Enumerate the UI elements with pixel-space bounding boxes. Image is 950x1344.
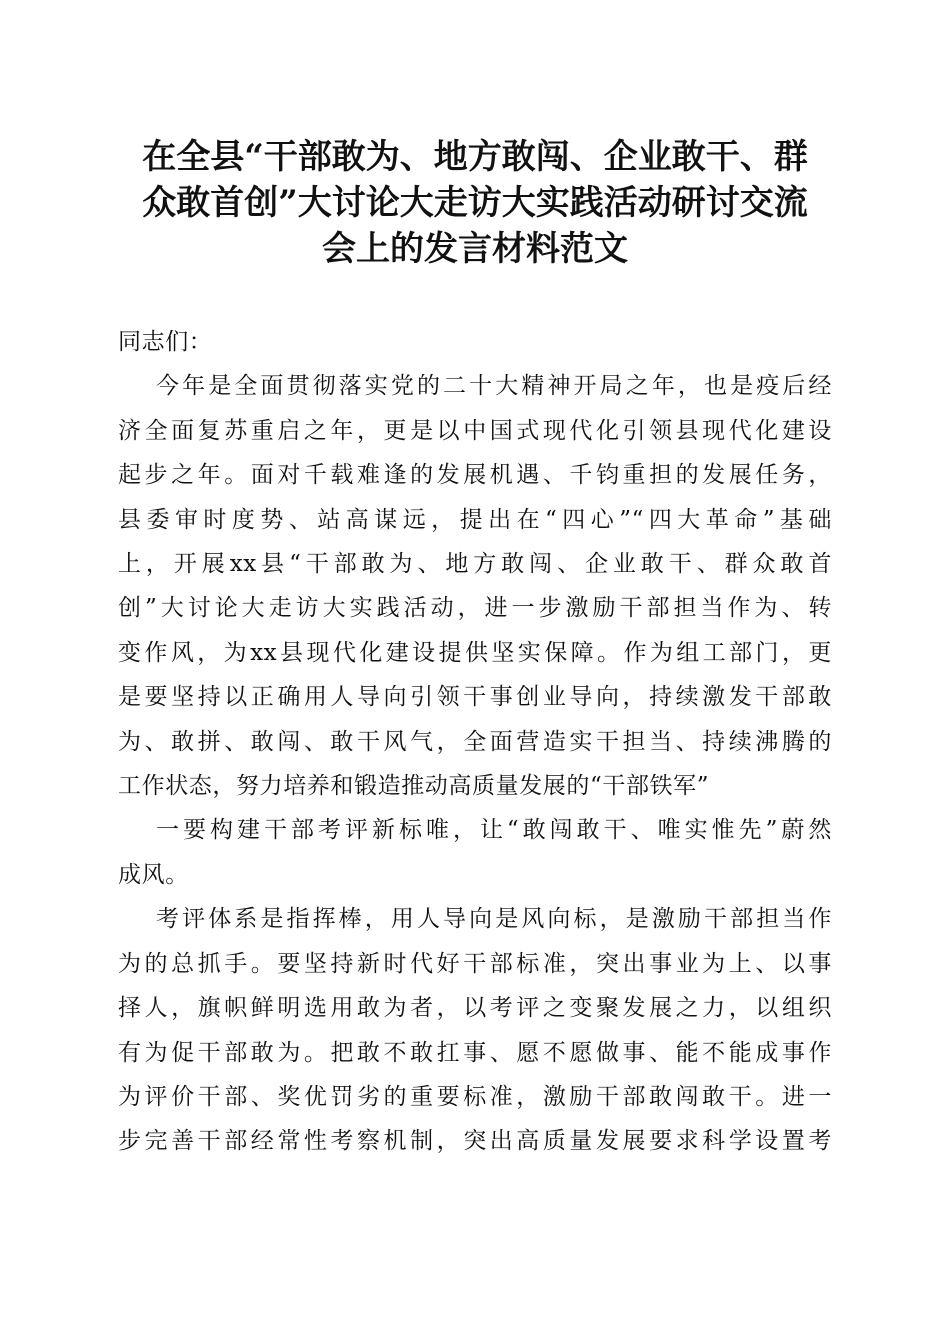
- paragraph-line: 成风。: [118, 861, 189, 888]
- paragraph-line: 有为促干部敢为。把敢不敢扛事、愿不愿做事、能不能成事作: [118, 1039, 832, 1066]
- title-line: 在全县“干部敢为、地方敢闯、企业敢干、群: [142, 137, 808, 177]
- paragraph-line: 上，开展xx县“干部敢为、地方敢闯、企业敢干、群众敢首: [118, 551, 832, 578]
- paragraph-line: 为、敢拼、敢闯、敢干风气，全面营造实干担当、持续沸腾的: [118, 728, 832, 755]
- paragraph-line: 县委审时度势、站高谋远，提出在“四心”“四大革命”基础: [118, 506, 832, 533]
- greeting: 同志们：: [118, 329, 213, 355]
- paragraph-line: 为评价干部、奖优罚劣的重要标准，激励干部敢闯敢干。进一: [118, 1083, 832, 1110]
- paragraph-line: 创”大讨论大走访大实践活动，进一步激励干部担当作为、转: [118, 595, 832, 622]
- paragraph-line: 今年是全面贯彻落实党的二十大精神开局之年，也是疫后经: [156, 373, 832, 400]
- paragraph-line: 变作风，为xx县现代化建设提供坚实保障。作为组工部门，更: [118, 639, 832, 666]
- paragraph-line: 起步之年。面对千载难逢的发展机遇、千钧重担的发展任务，: [118, 462, 832, 489]
- paragraph-intro: [118, 364, 832, 808]
- paragraph-line: 步完善干部经常性考察机制，突出高质量发展要求科学设置考: [118, 1128, 832, 1155]
- title-line: 众敢首创”大讨论大走访大实践活动研讨交流: [142, 183, 808, 223]
- paragraph-line: 济全面复苏重启之年，更是以中国式现代化引领县现代化建设: [118, 417, 832, 444]
- paragraph-line: 是要坚持以正确用人导向引领干事创业导向，持续激发干部敢: [118, 684, 832, 711]
- paragraph-line: 择人，旗帜鲜明选用敢为者，以考评之变聚发展之力，以组织: [118, 995, 832, 1022]
- paragraph-line: 为的总抓手。要坚持新时代好干部标准，突出事业为上、以事: [118, 950, 832, 977]
- paragraph-evaluation: [118, 897, 832, 1163]
- paragraph-line: 工作状态，努力培养和锻造推动高质量发展的“干部铁军”: [118, 773, 710, 800]
- paragraph-line: 考评体系是指挥棒，用人导向是风向标，是激励干部担当作: [156, 906, 832, 933]
- paragraph-heading-one: [118, 808, 832, 897]
- paragraph-line: 一要构建干部考评新标唯，让“敢闯敢干、唯实惟先”蔚然: [156, 817, 832, 844]
- document-body: [118, 320, 832, 1164]
- title-line: 会上的发言材料范文: [322, 229, 628, 269]
- document-title: [118, 134, 832, 272]
